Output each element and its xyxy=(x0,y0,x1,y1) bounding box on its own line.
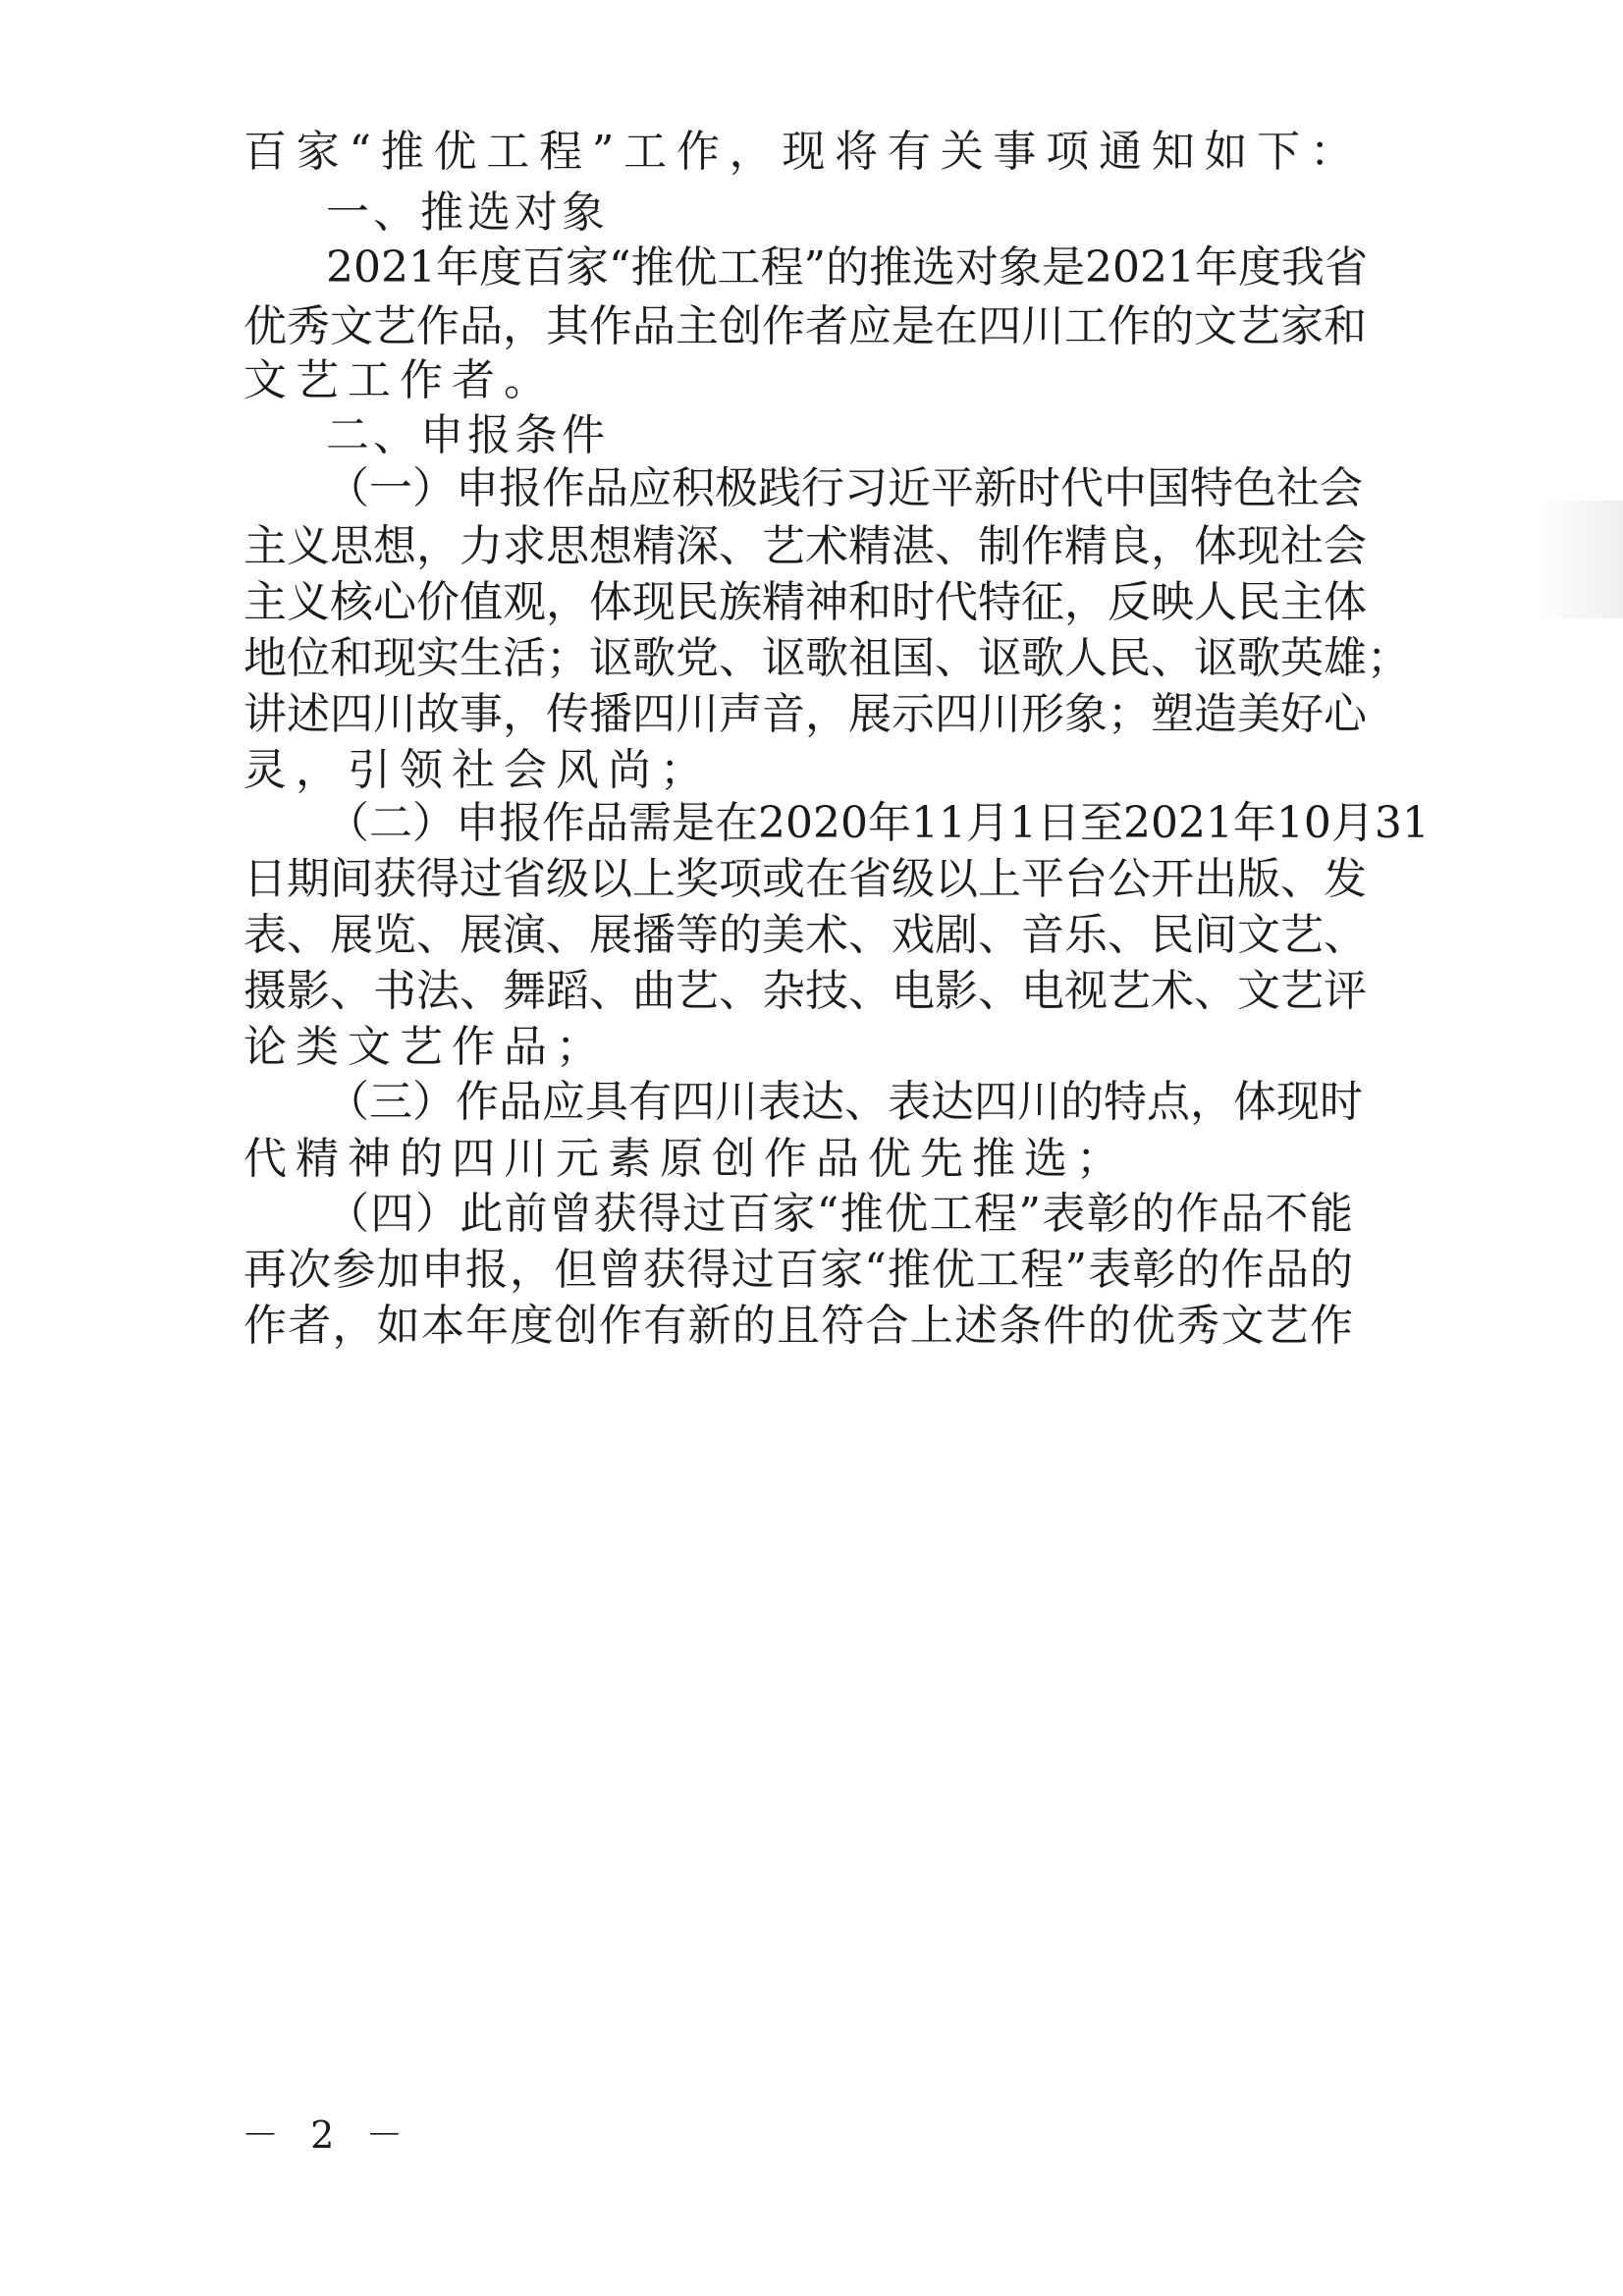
scan-bleed-through xyxy=(1535,501,1623,618)
body-line: （一）申报作品应积极践行习近平新时代中国特色社会 xyxy=(326,463,1363,513)
section-heading-requirements: 二、申报条件 xyxy=(326,410,609,460)
body-line: 作者，如本年度创作有新的且符合上述条件的优秀文艺作 xyxy=(243,1301,1353,1351)
page-number: － 2 － xyxy=(242,2113,413,2157)
body-line: 灵，引领社会风尚； xyxy=(243,745,712,795)
body-line: 摄影、书法、舞蹈、曲艺、杂技、电影、电视艺术、文艺评 xyxy=(243,966,1367,1016)
body-line: 日期间获得过省级以上奖项或在省级以上平台公开出版、发 xyxy=(243,854,1367,904)
body-line: 文艺工作者。 xyxy=(243,355,556,405)
body-line: 主义思想，力求思想精深、艺术精湛、制作精良，体现社会 xyxy=(243,521,1367,571)
body-line: 代精神的四川元素原创作品优先推选； xyxy=(243,1134,1128,1184)
body-line: 百家“推优工程”工作，现将有关事项通知如下： xyxy=(243,127,1353,177)
body-line: 讲述四川故事，传播四川声音，展示四川形象；塑造美好心 xyxy=(243,689,1367,739)
body-line: （二）申报作品需是在2020年11月1日至2021年10月31 xyxy=(326,798,1430,848)
body-line: （三）作品应具有四川表达、表达四川的特点，体现时 xyxy=(326,1077,1363,1127)
body-line: 表、展览、展演、展播等的美术、戏剧、音乐、民间文艺、 xyxy=(243,910,1367,960)
body-line: 再次参加申报，但曾获得过百家“推优工程”表彰的作品的 xyxy=(243,1245,1353,1295)
body-line: 主义核心价值观，体现民族精神和时代特征，反映人民主体 xyxy=(243,577,1367,627)
body-line: （四）此前曾获得过百家“推优工程”表彰的作品不能 xyxy=(326,1189,1353,1239)
body-line: 2021年度百家“推优工程”的推选对象是2021年度我省 xyxy=(326,242,1368,293)
section-heading-selection-target: 一、推选对象 xyxy=(326,187,609,238)
body-line: 优秀文艺作品，其作品主创作者应是在四川工作的文艺家和 xyxy=(243,301,1367,351)
body-line: 论类文艺作品； xyxy=(243,1022,608,1072)
body-line: 地位和现实生活；讴歌党、讴歌祖国、讴歌人民、讴歌英雄； xyxy=(243,633,1410,683)
